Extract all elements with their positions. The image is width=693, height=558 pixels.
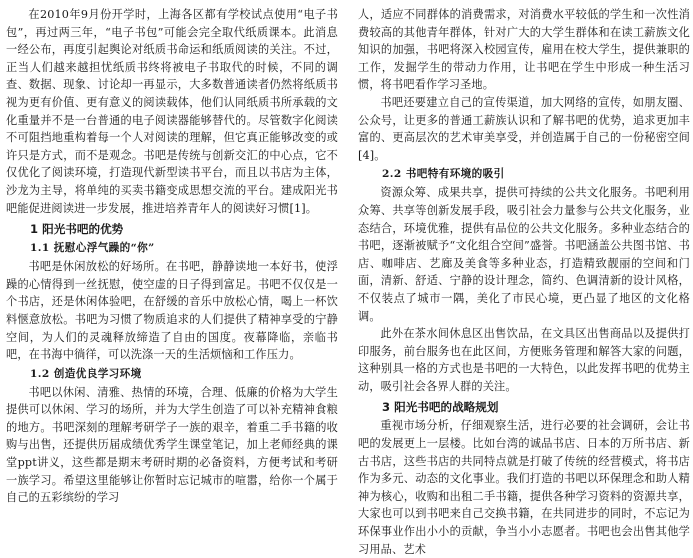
left-column [6,6,338,524]
section-1-heading: 1 阳光书吧的优势 [30,222,124,237]
subsection-2-2-paragraph: 资源众筹、成果共享，提供可持续的公共文化服务。书吧利用众筹、共享等创新发展手段，吸引社会力量参与公共文化服务，业态结合，环境优雅，提供有品位的公共文化服务。多种业态结合的书吧，逐渐被赋予“文化组合空间”盛誉。书吧涵盖公共图书馆、书店、咖啡店、艺廊及美食等多种业态，打造精致靓丽的空间和门面，清新、舒适、宁静的设计理念，简约、色调清新的设计风格，不仅装点了城市一隅，美化了市民心境，更凸显了地区的文化格调。 [358,186,690,323]
promotion-paragraph: 书吧还要建立自己的宣传渠道，加大网络的宣传，如朋友圈、公众号，让更多的普通工薪族认识和了解书吧的优势，追求更加丰富的、更高层次的艺术审美享受，并创造属于自己的一份秘密空间[4]。 [358,95,690,162]
subsection-1-1-paragraph: 书吧是休闲放松的好场所。在书吧，静静读地一本好书，使浮躁的心情得到一丝抚慰，使空虚的日子得到富足。书吧不仅仅是一个书店，还是休闲体验吧，在舒缓的音乐中放松心情，喝上一杯饮料惬意放松。书吧为习惯了物质追求的人们提供了精神享受的宁静空间，为人们的灵魂释放缔造了自由的国度。夜幕降临，亲临书吧，在书海中徜徉，可以洗涤一天的生活烦恼和工作压力。 [6,260,338,362]
intro-paragraph: 在2010年9月份开学时，上海各区都有学校试点使用“电子书包”，再过两三年，“电子书包”可能会完全取代纸质课本。此消息一经公布，再度引起舆论对纸质书命运和纸质阅读的关注。不过，正当人们越来越担忧纸质书终将被电子书取代的时候，不同的调查、数据、现象、讨论却一再显示，大多数普通读者仍然将纸质书视为更有价值、更有意义的阅读载体，他们认同纸质书所承载的文化重量并不是一台普通的电子阅读器能够替代的。尽管数字化阅读不可阻挡地重构着每一个人对阅读的理解，但它真正能够改变的或许只是方式，而不是观念。书吧是传统与创新交汇的中心点，它不仅优化了阅读环境，打造现代新型读书平台，而且以书店为主体，沙龙为主导，将单纯的买卖书籍变成思想交流的平台。建成阳光书吧能促进阅读进一步发展，推进培养青年人的阅读好习惯[1]。 [6,8,338,215]
section-3-paragraph: 重视市场分析，仔细观察生活，进行必要的社会调研，会让书吧的发展更上一层楼。比如台湾的诚品书店、日本的万所书店、新古书店，这些书店的共同特点就是打破了传统的经营模式，将书店作为多元、动态的文化事业。我们打造的书吧以环保理念和助人精神为核心，收购和出租二手书籍，提供各种学习资料的资源共享，大家也可以到书吧来自己交换书籍，在共同进步的同时，不忘记为环保事业作出小小的贡献，争当小小志愿者。书吧也会出售其他学习用品、艺术 [358,419,690,556]
subsection-1-2-heading: 1.2 创造优良学习环境 [30,367,142,380]
subsection-1-1-heading: 1.1 抚慰心浮气躁的“你” [30,242,155,255]
continued-paragraph: 人，适应不同群体的消费需求，对消费水平较低的学生和一次性消费较高的其他青年群体，针对广大的大学生群体和在读工薪族文化知识的加强，书吧将深入校园宣传，雇用在校大学生，提供兼职的工作，发掘学生的带动力作用，让书吧在学生中形成一种生活习惯，将书吧看作学习圣地。 [358,8,690,92]
services-paragraph: 此外在茶水间休息区出售饮品，在文具区出售商品以及提供打印服务，前台服务也在此区间，方便账务管理和解答大家的问题，这种别具一格的方式也是书吧的一大特色，以此发挥书吧的优势主动，吸引社会各界人群的关注。 [358,327,690,393]
right-column [358,6,690,556]
subsection-1-2-paragraph: 书吧以休闲、清雅、热情的环境，合理、低廉的价格为大学生提供可以休闲、学习的场所，并为大学生创造了可以补充精神食粮的地方。书吧深刻的理解考研学子一族的艰辛，着重二手书籍的收购与出售，还提供历届成绩优秀学生课堂笔记，加上老师经典的课堂ppt讲义，这些都是期末考研时期的必备资料，方便考试和考研一族学习。希望这里能够让你暂时忘记城市的喧嚣，给你一个属于自己的五彩缤纷的学习 [6,385,338,505]
section-3-heading: 3 阳光书吧的战略规划 [382,400,499,415]
subsection-2-2-heading: 2.2 书吧特有环境的吸引 [382,168,505,181]
